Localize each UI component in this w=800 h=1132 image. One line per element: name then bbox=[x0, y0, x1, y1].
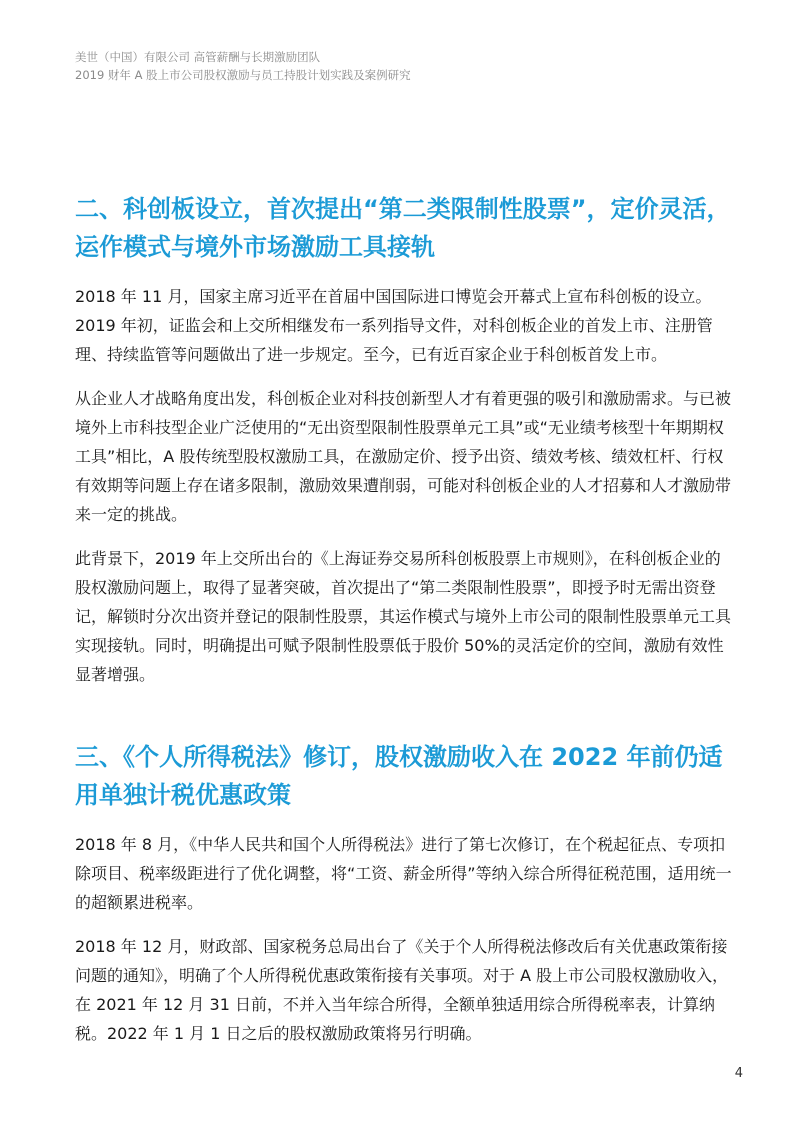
section-title: 二、科创板设立，首次提出“第二类限制性股票”，定价灵活，运作模式与境外市场激励工具接轨 bbox=[75, 195, 731, 261]
paragraph: 2018 年 12 月，财政部、国家税务总局出台了《关于个人所得税法修改后有关优惠政策衔接问题的通知》，明确了个人所得税优惠政策衔接有关事项。对于 A 股上市公司股权激励收入，在 2021 年 12 月 31 日前，不并入当年综合所得，全额单独适用综合所得税率表，计算纳税。2022 年 1 月 1 日之后的股权激励政策将另行明确。 bbox=[75, 937, 729, 1043]
paragraph: 2018 年 8 月，《中华人民共和国个人所得税法》进行了第七次修订，在个税起征点、专项扣除项目、税率级距进行了优化调整，将“工资、薪金所得”等纳入综合所得征税范围，适用统一的超额累进税率。 bbox=[75, 835, 732, 912]
header-line-company: 美世（中国）有限公司 高管薪酬与长期激励团队 bbox=[75, 50, 321, 64]
section-title: 三、《个人所得税法》修订，股权激励收入在 2022 年前仍适用单独计税优惠政策 bbox=[75, 743, 723, 809]
header-line-report: 2019 财年 A 股上市公司股权激励与员工持股计划实践及案例研究 bbox=[75, 68, 411, 82]
page-header bbox=[75, 48, 411, 84]
paragraph: 从企业人才战略角度出发，科创板企业对科技创新型人才有着更强的吸引和激励需求。与已被境外上市科技型企业广泛使用的“无出资型限制性股票单元工具”或“无业绩考核型十年期期权工具”相比，A 股传统型股权激励工具，在激励定价、授予出资、绩效考核、绩效杠杆、行权有效期等问题上存在诸多限制，激励效果遭削弱，可能对科创板企业的人才招募和人才激励带来一定的挑战。 bbox=[75, 389, 732, 524]
main-content bbox=[75, 190, 735, 1063]
paragraph: 2018 年 11 月，国家主席习近平在首届中国国际进口博览会开幕式上宣布科创板的设立。2019 年初，证监会和上交所相继发布一系列指导文件，对科创板企业的首发上市、注册管理、持续监管等问题做出了进一步规定。至今，已有近百家企业于科创板首发上市。 bbox=[75, 287, 713, 364]
paragraph: 此背景下，2019 年上交所出台的《上海证券交易所科创板股票上市规则》，在科创板企业的股权激励问题上，取得了显著突破，首次提出了“第二类限制性股票”，即授予时无需出资登记，解锁时分次出资并登记的限制性股票，其运作模式与境外上市公司的限制性股票单元工具实现接轨。同时，明确提出可赋予限制性股票低于股价 50%的灵活定价的空间，激励有效性显著增强。 bbox=[75, 549, 732, 684]
section-income-tax bbox=[75, 738, 735, 1048]
section-star-market bbox=[75, 190, 735, 689]
page-number: 4 bbox=[734, 1066, 743, 1081]
